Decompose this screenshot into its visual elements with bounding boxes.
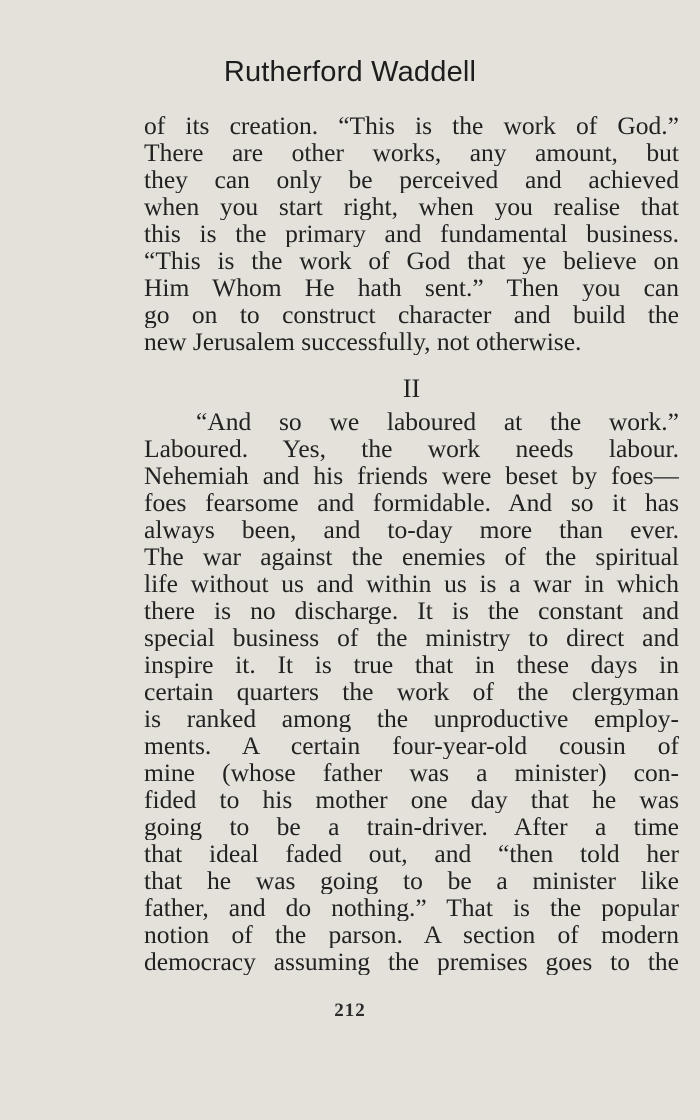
text-line: father, and do nothing.” That is the popular [144,894,679,921]
text-line: notion of the parson. A section of modern [144,921,679,948]
text-line: special business of the ministry to direct and [144,624,679,651]
text-line: this is the primary and fundamental business. [144,220,679,247]
text-line: there is no discharge. It is the constant and [144,597,679,624]
text-line: life without us and within us is a war in which [144,570,679,597]
text-line: “This is the work of God that ye believe on [144,247,679,274]
text-line: foes fearsome and formidable. And so it has [144,489,679,516]
text-line: There are other works, any amount, but [144,139,679,166]
paragraph-2 [144,408,679,975]
text-line: Him Whom He hath sent.” Then you can [144,274,679,301]
text-line: go on to construct character and build the [144,301,679,328]
text-line: is ranked among the unproductive employ- [144,705,679,732]
text-line: certain quarters the work of the clergyman [144,678,679,705]
text-line: going to be a train-driver. After a time [144,813,679,840]
text-line: always been, and to-day more than ever. [144,516,679,543]
text-line: that ideal faded out, and “then told her [144,840,679,867]
text-line: “And so we laboured at the work.” [196,408,679,435]
text-line: mine (whose father was a minister) con- [144,759,679,786]
running-head-title: Rutherford Waddell [223,56,477,88]
text-line: fided to his mother one day that he was [144,786,679,813]
text-line: new Jerusalem successfully, not otherwise. [144,328,582,355]
text-line: Nehemiah and his friends were beset by foes— [144,462,679,489]
section-number: II [402,374,421,403]
text-line: they can only be perceived and achieved [144,166,679,193]
text-line: that he was going to be a minister like [144,867,679,894]
body-text [144,112,679,975]
page-number: 212 [334,1000,366,1021]
text-line: ments. A certain four-year-old cousin of [144,732,679,759]
text-line: when you start right, when you realise that [144,193,679,220]
text-line: of its creation. “This is the work of God.” [144,112,679,139]
text-line: democracy assuming the premises goes to the [144,948,679,975]
text-line: Laboured. Yes, the work needs labour. [144,435,679,462]
text-line: inspire it. It is true that in these days in [144,651,679,678]
text-line: The war against the enemies of the spiritual [144,543,679,570]
paragraph-1 [144,112,679,355]
